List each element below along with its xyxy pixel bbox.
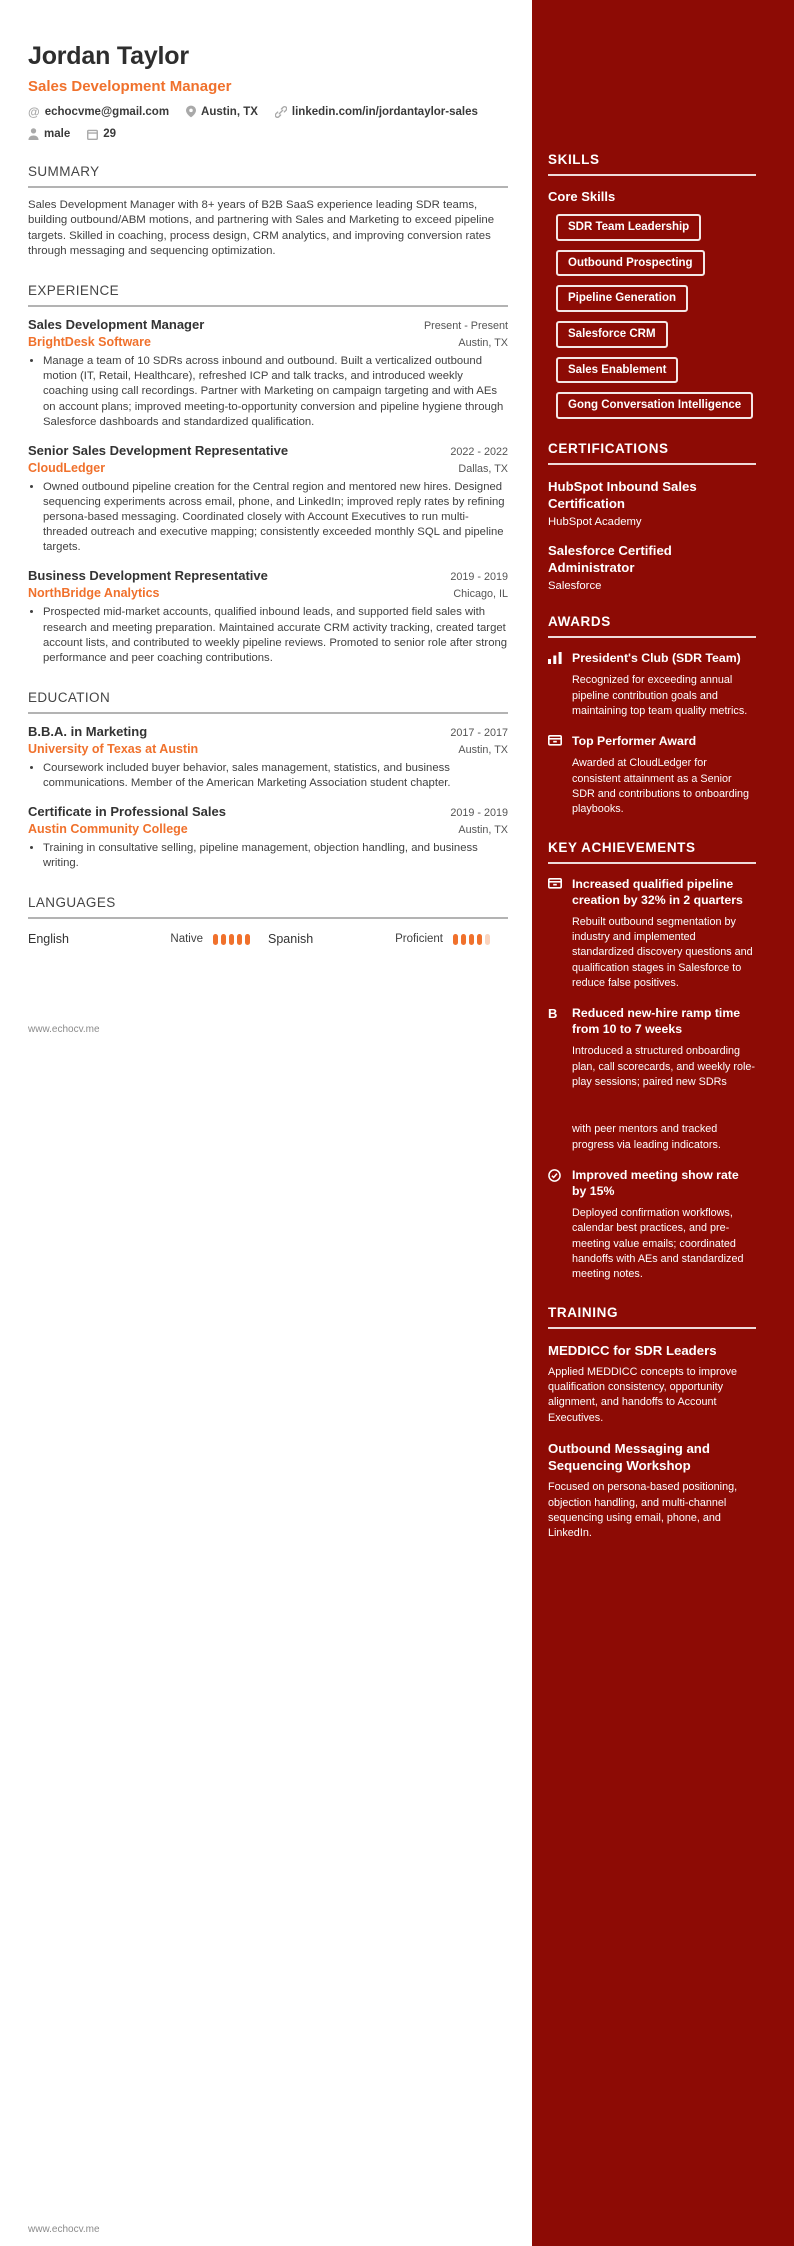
achievement-item (548, 1168, 756, 1283)
language-level-dot (469, 934, 474, 945)
page-break-gap (572, 1090, 756, 1122)
entry-company: Austin Community College (28, 822, 188, 837)
entry-company-row (28, 583, 508, 600)
section-divider (28, 917, 508, 919)
person-icon (28, 128, 39, 140)
entry-company-row (28, 332, 508, 349)
education-section (28, 690, 508, 872)
achievement-item (548, 877, 756, 992)
award-item-title: President's Club (SDR Team) (572, 651, 741, 666)
certification-item (548, 478, 756, 528)
skill-chip: Salesforce CRM (556, 321, 668, 348)
training-title: MEDDICC for SDR Leaders (548, 1342, 717, 1358)
entry-location: Austin, TX (458, 824, 508, 837)
award-item (548, 734, 756, 817)
language-name: English (28, 932, 69, 947)
section-divider (548, 174, 756, 176)
certification-issuer: HubSpot Academy (548, 516, 642, 529)
languages-heading: LANGUAGES (28, 895, 116, 911)
experience-heading: EXPERIENCE (28, 283, 120, 299)
entry-location: Austin, TX (458, 337, 508, 350)
experience-entry (28, 568, 508, 666)
entry-bullets (28, 605, 508, 666)
award-item-title: Top Performer Award (572, 734, 697, 749)
achievement-item-description: Rebuilt outbound segmentation by industry and implemented standardized discovery questions and qualification stages in Salesforce to reduce false positives. (572, 915, 753, 990)
training-description: Focused on persona-based positioning, objection handling, and multi-channel sequencing using email, phone, and LinkedIn. (548, 1481, 738, 1540)
education-heading: EDUCATION (28, 689, 111, 705)
entry-location: Chicago, IL (453, 588, 508, 601)
language-level-dot (453, 934, 458, 945)
entry-bullets (28, 354, 508, 430)
skill-chip: Outbound Prospecting (556, 250, 705, 277)
certification-items (548, 478, 756, 593)
award-item-description: Recognized for exceeding annual pipeline contribution goals and maintaining top team quality metrics. (572, 674, 748, 718)
language-level-dot (237, 934, 242, 945)
entry-date: 2022 - 2022 (450, 445, 508, 458)
section-divider (548, 1327, 756, 1329)
footer-url-page2[interactable]: www.echocv.me (28, 2224, 100, 2235)
contact-text: 29 (103, 128, 117, 140)
certification-item (548, 542, 756, 592)
entry-bullets (28, 480, 508, 556)
language-level-group (395, 933, 490, 945)
language-name: Spanish (268, 932, 314, 947)
section-divider (548, 463, 756, 465)
entry-location: Austin, TX (458, 743, 508, 756)
contact-item (87, 128, 116, 140)
contact-item (275, 106, 478, 118)
entry-title-row (28, 804, 508, 819)
award-box-icon (548, 877, 572, 992)
section-divider (28, 712, 508, 714)
training-description: Applied MEDDICC concepts to improve qualification consistency, opportunity alignment, and handoffs to Account Executives. (548, 1365, 738, 1424)
section-divider (28, 186, 508, 188)
entry-date: 2019 - 2019 (450, 807, 508, 820)
experience-entry (28, 317, 508, 430)
entry-company-row (28, 458, 508, 475)
certifications-heading: CERTIFICATIONS (548, 440, 669, 456)
language-level-dot (229, 934, 234, 945)
achievement-item-description-continued: with peer mentors and tracked progress via leading indicators. (572, 1123, 721, 1151)
certification-issuer: Salesforce (548, 580, 602, 593)
skills-group-label: Core Skills (548, 189, 616, 204)
language-level-dot (461, 934, 466, 945)
entry-date: 2017 - 2017 (450, 726, 508, 739)
languages-section (28, 895, 508, 946)
entry-title: Certificate in Professional Sales (28, 804, 226, 820)
skill-chip: Gong Conversation Intelligence (556, 392, 753, 419)
training-heading: TRAINING (548, 1304, 619, 1320)
entry-bullet: • Manage a team of 10 SDRs across inbound and outbound. Built a verticalized outbound motion (IT, Retail, Healthcare), refreshed ICP and talk tracks, and introduced weekly coaching using call recordings. Partner with Marketing on campaign targeting and with AEs on account plans; improved meeting-to-opportunity conversion and pipeline hygiene through Salesforce dashboards and standardized qualification. (43, 354, 508, 430)
experience-entry (28, 443, 508, 556)
contact-text[interactable]: echocvme@gmail.com (44, 105, 170, 118)
achievement-item-title: Improved meeting show rate by 15% (572, 1167, 739, 1198)
language-level-dot (221, 934, 226, 945)
entry-title: Sales Development Manager (28, 317, 205, 333)
entry-bullet: • Training in consultative selling, pipeline management, objection handling, and business writing. (43, 841, 508, 871)
certification-title: HubSpot Inbound Sales Certification (548, 478, 697, 511)
entry-title: Business Development Representative (28, 568, 268, 584)
language-item (28, 932, 250, 946)
check-circle-icon (548, 1168, 572, 1283)
award-box-icon (548, 734, 572, 817)
summary-text: Sales Development Manager with 8+ years of B2B SaaS experience leading SDR teams, building outbound/ABM motions, and partnering with Sales and Marketing to exceed pipeline targets. Skilled in coaching, process design, CRM analytics, and improving conversion rates through messaging and sequencing optimization. (28, 199, 495, 257)
contact-item (28, 106, 169, 118)
achievement-item (548, 1006, 756, 1153)
candidate-name: Jordan Taylor (28, 42, 189, 70)
bar-chart-icon (548, 651, 572, 719)
language-level-label: Proficient (395, 933, 443, 946)
education-entries (28, 724, 508, 872)
entry-company-row (28, 739, 508, 756)
award-item-body (572, 651, 756, 719)
achievement-item-description: Introduced a structured onboarding plan, call scorecards, and weekly role-play sessions; paired new SDRs (572, 1045, 756, 1088)
entry-title-row (28, 724, 508, 739)
training-item (548, 1440, 756, 1542)
key-achievements-heading: KEY ACHIEVEMENTS (548, 839, 696, 855)
skill-chip: Pipeline Generation (556, 285, 688, 312)
award-item-body (572, 734, 756, 817)
section-divider (548, 862, 756, 864)
entry-title-row (28, 568, 508, 583)
contact-row (28, 105, 508, 118)
achievement-item-title: Reduced new-hire ramp time from 10 to 7 weeks (572, 1006, 741, 1037)
skill-chip: SDR Team Leadership (556, 214, 701, 241)
skill-chips (548, 214, 756, 419)
summary-section (28, 164, 508, 259)
award-items (548, 651, 756, 817)
entry-company: CloudLedger (28, 460, 106, 475)
entry-company: University of Texas at Austin (28, 741, 199, 756)
achievement-item-title: Increased qualified pipeline creation by 32% in 2 quarters (572, 876, 743, 907)
entry-bullet: • Prospected mid-market accounts, qualified inbound leads, and supported field sales with research and meeting preparation. Maintained accurate CRM activity tracking, created target account lists, and contributed to weekly pipeline reviews. Promoted to senior role after strong performance and peer coaching contributions. (43, 605, 508, 666)
language-level-dot (245, 934, 250, 945)
key-achievements-section (548, 840, 756, 1283)
language-level-group (170, 933, 250, 945)
award-item (548, 651, 756, 719)
badge-b-icon: B (548, 1006, 558, 1022)
contact-text[interactable]: linkedin.com/in/jordantaylor-sales (291, 105, 478, 118)
location-pin-icon (186, 105, 196, 118)
language-level-dot (485, 934, 490, 945)
training-section (548, 1305, 756, 1542)
entry-date: 2019 - 2019 (450, 571, 508, 584)
training-items (548, 1342, 756, 1542)
achievement-item-description: Deployed confirmation workflows, calendar best practices, and pre-meeting value emails; coordinated handoffs with AEs and standardized meeting notes. (572, 1206, 744, 1281)
at-icon: @ (28, 104, 40, 119)
awards-heading: AWARDS (548, 614, 611, 630)
entry-title: Senior Sales Development Representative (28, 442, 289, 458)
calendar-icon (87, 129, 98, 140)
entry-company: BrightDesk Software (28, 335, 151, 350)
achievement-item-body (572, 1006, 756, 1153)
certification-title: Salesforce Certified Administrator (548, 543, 672, 576)
contact-text: male (44, 128, 71, 140)
contact-item (28, 128, 70, 140)
entry-bullet: • Owned outbound pipeline creation for the Central region and mentored new hires. Designed sequencing experiments across email, phone, and LinkedIn; improved reply rates by refining persona-based messaging. Coordinated closely with Account Executives to run multi-threaded outreach and executive mapping; consistently exceeded monthly SQL and pipeline targets. (43, 480, 508, 556)
entry-bullets (28, 841, 508, 871)
education-entry (28, 724, 508, 791)
sidebar (532, 0, 794, 2246)
awards-section (548, 614, 756, 817)
main-column (28, 42, 508, 946)
entry-company-row (28, 819, 508, 836)
language-level-label: Native (170, 933, 203, 946)
entry-title-row (28, 317, 508, 332)
language-level-dot (213, 934, 218, 945)
certifications-section (548, 441, 756, 593)
languages-row (28, 932, 508, 946)
personal-details-row (28, 128, 508, 140)
entry-bullet: • Coursework included buyer behavior, sales management, statistics, and business communications. Member of the American Marketing Association student chapter. (43, 761, 508, 791)
section-divider (548, 636, 756, 638)
experience-entries (28, 317, 508, 666)
skills-heading: SKILLS (548, 152, 600, 167)
achievement-item-body (572, 877, 756, 992)
entry-location: Dallas, TX (458, 462, 508, 475)
skills-section (548, 152, 756, 419)
award-item-description: Awarded at CloudLedger for consistent attainment as a Senior SDR and contributions to onboarding playbooks. (572, 757, 750, 816)
entry-bullets (28, 761, 508, 791)
language-level-dot (477, 934, 482, 945)
entry-company: NorthBridge Analytics (28, 586, 160, 601)
experience-section (28, 283, 508, 666)
training-title: Outbound Messaging and Sequencing Workshop (548, 1441, 710, 1474)
contact-item (186, 105, 258, 118)
entry-title-row (28, 443, 508, 458)
achievement-item-body (572, 1168, 756, 1283)
summary-heading: SUMMARY (28, 164, 100, 179)
achievement-items (548, 877, 756, 1283)
section-divider (28, 305, 508, 307)
education-entry (28, 804, 508, 871)
footer-url-page1[interactable]: www.echocv.me (28, 1024, 100, 1035)
link-icon (275, 106, 287, 118)
language-item (268, 932, 490, 946)
entry-date: Present - Present (423, 320, 508, 333)
training-item (548, 1342, 756, 1426)
contact-text: Austin, TX (201, 105, 258, 118)
candidate-job-title: Sales Development Manager (28, 78, 232, 95)
entry-title: B.B.A. in Marketing (28, 723, 148, 739)
skill-chip: Sales Enablement (556, 357, 678, 384)
